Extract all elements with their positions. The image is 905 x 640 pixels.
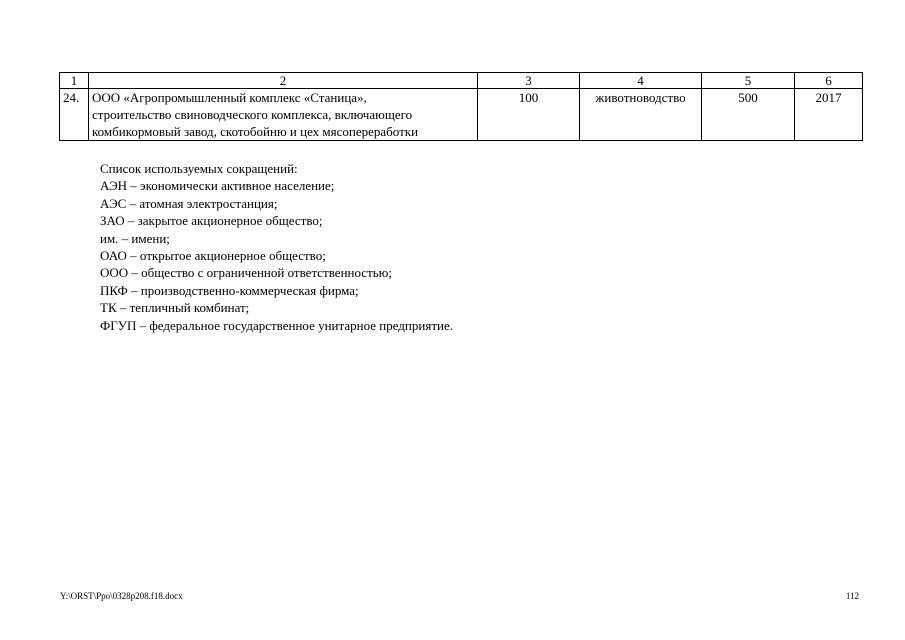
header-cell-1: 1 (60, 73, 89, 89)
abbreviations-title: Список используемых сокращений: (100, 161, 298, 176)
row-number: 24. (60, 89, 89, 141)
abbreviation-item: ПКФ – производственно-коммерческая фирма; (100, 282, 359, 298)
abbreviation-item: АЭН – экономически активное население; (100, 178, 335, 194)
row-name-line: ООО «Агропромышленный комплекс «Станица», (92, 90, 367, 105)
abbreviation-item: АЭС – атомная электростанция; (100, 195, 278, 211)
header-cell-2: 2 (89, 73, 478, 89)
abbreviations-list (100, 160, 453, 334)
abbreviation-item: ЗАО – закрытое акционерное общество; (100, 213, 323, 229)
row-col6: 2017 (795, 89, 863, 141)
data-table (59, 72, 863, 141)
header-cell-3: 3 (478, 73, 580, 89)
row-name (89, 89, 478, 141)
row-col4: животноводство (580, 89, 702, 141)
table-header-row (60, 73, 863, 89)
table-row (60, 89, 863, 141)
header-cell-5: 5 (702, 73, 795, 89)
abbreviation-item: ООО – общество с ограниченной ответственностью; (100, 265, 393, 281)
abbreviation-item: ТК – тепличный комбинат; (100, 300, 250, 316)
abbreviation-item: ОАО – открытое акционерное общество; (100, 248, 326, 264)
row-name-line: строительство свиноводческого комплекса, включающего (92, 107, 413, 122)
abbreviation-item: ФГУП – федеральное государственное унитарное предприятие. (100, 317, 453, 333)
abbreviation-item: им. – имени; (100, 230, 170, 246)
footer-page-number: 112 (845, 591, 859, 601)
row-col3: 100 (478, 89, 580, 141)
header-cell-4: 4 (580, 73, 702, 89)
row-name-line: комбикормовый завод, скотобойню и цех мясопереработки (92, 124, 419, 139)
row-col5: 500 (702, 89, 795, 141)
header-cell-6: 6 (795, 73, 863, 89)
footer-file-path: Y:\ORST\Ppo\0328p208.f18.docx (60, 591, 183, 601)
